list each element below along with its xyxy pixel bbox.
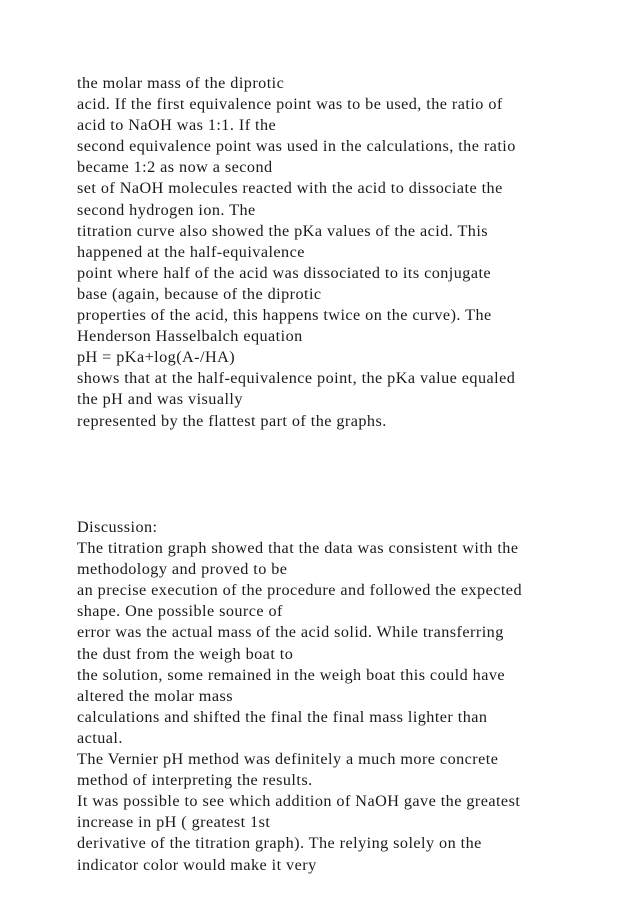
discussion-section <box>77 517 597 876</box>
section-heading: Discussion: <box>77 518 158 536</box>
text-line: derivative of the titration graph). The relying solely on the <box>77 834 482 853</box>
text-line: The titration graph showed that the data was consistent with the <box>77 539 519 558</box>
text-line: titration curve also showed the pKa values of the acid. This <box>77 221 489 240</box>
text-line: acid. If the first equivalence point was to be used, the ratio of <box>77 95 503 114</box>
text-line: altered the molar mass <box>77 686 233 705</box>
text-line: second hydrogen ion. The <box>77 200 256 219</box>
text-line: increase in pH ( greatest 1st <box>77 813 271 832</box>
text-line: set of NaOH molecules reacted with the acid to dissociate the <box>77 179 503 198</box>
text-line: calculations and shifted the final the final mass lighter than <box>77 707 488 726</box>
text-line: method of interpreting the results. <box>77 771 313 790</box>
text-line: base (again, because of the diprotic <box>77 284 322 303</box>
text-line: represented by the flattest part of the graphs. <box>77 411 387 430</box>
text-line: the solution, some remained in the weigh boat this could have <box>77 665 506 684</box>
text-line: shape. One possible source of <box>77 602 283 621</box>
text-line: indicator color would make it very <box>77 855 317 874</box>
text-line: became 1:2 as now a second <box>77 158 273 177</box>
text-line: the molar mass of the diprotic <box>77 74 285 92</box>
text-line: properties of the acid, this happens twice on the curve). The <box>77 306 492 325</box>
text-line: acid to NaOH was 1:1. If the <box>77 116 277 135</box>
text-line: happened at the half-equivalence <box>77 242 305 261</box>
equation-line: pH = pKa+log(A-/HA) <box>77 348 236 367</box>
text-line: shows that at the half-equivalence point, the pKa value equaled <box>77 369 516 388</box>
text-line: Henderson Hasselbalch equation <box>77 327 303 346</box>
text-line: the pH and was visually <box>77 390 243 409</box>
text-line: error was the actual mass of the acid solid. While transferring <box>77 623 504 642</box>
text-line: methodology and proved to be <box>77 560 288 579</box>
text-line: The Vernier pH method was definitely a much more concrete <box>77 750 499 769</box>
text-line: It was possible to see which addition of NaOH gave the greatest <box>77 792 521 811</box>
text-line: actual. <box>77 728 123 747</box>
text-line: an precise execution of the procedure and followed the expected <box>77 581 522 600</box>
text-line: point where half of the acid was dissociated to its conjugate <box>77 263 492 282</box>
text-line: second equivalence point was used in the calculations, the ratio <box>77 137 516 156</box>
paragraph-analysis <box>77 73 597 432</box>
text-line: the dust from the weigh boat to <box>77 644 294 663</box>
